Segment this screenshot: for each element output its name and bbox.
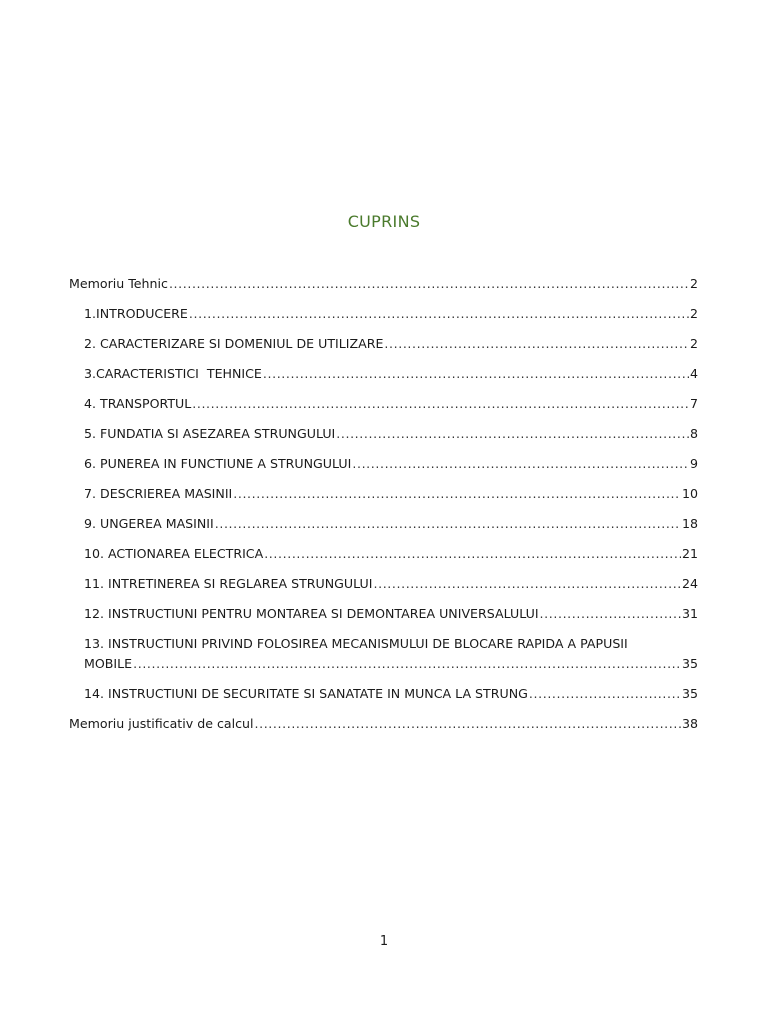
toc-entry-label: 7. DESCRIEREA MASINII — [84, 486, 233, 501]
toc-leader-dots — [540, 604, 681, 624]
toc-entry-label: Memoriu Tehnic — [69, 276, 168, 291]
toc-entry[interactable] — [69, 274, 698, 294]
toc-entry-page: 9 — [689, 456, 698, 471]
toc-entry-label: 10. ACTIONAREA ELECTRICA — [84, 546, 264, 561]
toc-leader-dots — [384, 334, 689, 354]
toc-entry-label: 14. INSTRUCTIUNI DE SECURITATE SI SANATATE IN MUNCA LA STRUNG — [84, 686, 528, 701]
toc-entry[interactable] — [69, 514, 698, 534]
toc-leader-dots — [189, 304, 689, 324]
toc-entry-page: 2 — [689, 306, 698, 321]
toc-entry-page: 18 — [681, 516, 698, 531]
toc-leader-dots — [233, 484, 681, 504]
toc-entry[interactable] — [69, 304, 698, 324]
toc-leader-dots — [264, 544, 681, 564]
toc-entry-label: 9. UNGEREA MASINII — [84, 516, 214, 531]
toc-entry[interactable] — [69, 454, 698, 474]
toc-entry-page: 10 — [681, 486, 698, 501]
toc-entry[interactable] — [69, 424, 698, 444]
toc-entry-label: 1.INTRODUCERE — [84, 306, 188, 321]
toc-entry[interactable] — [69, 684, 698, 704]
page-title: CUPRINS — [347, 212, 421, 231]
toc-entry-label: 12. INSTRUCTIUNI PENTRU MONTAREA SI DEMONTAREA UNIVERSALULUI — [84, 606, 539, 621]
toc-entry-page: 31 — [681, 606, 698, 621]
toc-entry-label: 13. INSTRUCTIUNI PRIVIND FOLOSIREA MECANISMULUI DE BLOCARE RAPIDA A PAPUSII — [84, 636, 628, 651]
toc-leader-dots — [352, 454, 689, 474]
toc-entry[interactable] — [69, 334, 698, 354]
toc-entry-label: 4. TRANSPORTUL — [84, 396, 192, 411]
toc-entry[interactable] — [69, 394, 698, 414]
toc-entry-page: 2 — [689, 336, 698, 351]
toc-entry[interactable] — [69, 714, 698, 734]
toc-entry-page: 21 — [681, 546, 698, 561]
toc-leader-dots — [529, 684, 681, 704]
toc-leader-dots — [336, 424, 689, 444]
toc-entry-page: 38 — [681, 716, 698, 731]
toc-entry-label: 3.CARACTERISTICI TEHNICE — [84, 366, 262, 381]
toc-entry-page: 4 — [689, 366, 698, 381]
page-number: 1 — [379, 934, 389, 949]
toc-entry[interactable] — [69, 634, 698, 674]
toc-entry[interactable] — [69, 484, 698, 504]
toc-leader-dots — [263, 364, 689, 384]
toc-leader-dots — [169, 274, 689, 294]
toc-entry-label: Memoriu justificativ de calcul — [69, 716, 254, 731]
toc-leader-dots — [133, 654, 681, 674]
toc-entry[interactable] — [69, 604, 698, 624]
toc-entry-page: 8 — [689, 426, 698, 441]
toc-leader-dots — [373, 574, 680, 594]
toc-entry-label: 5. FUNDATIA SI ASEZAREA STRUNGULUI — [84, 426, 336, 441]
toc-entry[interactable] — [69, 364, 698, 384]
toc-entry-page: 35 — [681, 656, 698, 671]
toc-entry-page: 7 — [689, 396, 698, 411]
toc-entry-page: 35 — [681, 686, 698, 701]
toc-entry-label: 6. PUNEREA IN FUNCTIUNE A STRUNGULUI — [84, 456, 352, 471]
toc-leader-dots — [255, 714, 681, 734]
toc-leader-dots — [215, 514, 681, 534]
toc-entry-label: 2. CARACTERIZARE SI DOMENIUL DE UTILIZARE — [84, 336, 384, 351]
toc-entry-label: 11. INTRETINEREA SI REGLAREA STRUNGULUI — [84, 576, 373, 591]
toc-entry[interactable] — [69, 544, 698, 564]
toc-entry-page: 2 — [689, 276, 698, 291]
toc-entry[interactable] — [69, 574, 698, 594]
table-of-contents — [69, 274, 698, 744]
toc-entry-page: 24 — [681, 576, 698, 591]
toc-entry-label-continued: MOBILE — [84, 656, 133, 671]
toc-leader-dots — [192, 394, 689, 414]
